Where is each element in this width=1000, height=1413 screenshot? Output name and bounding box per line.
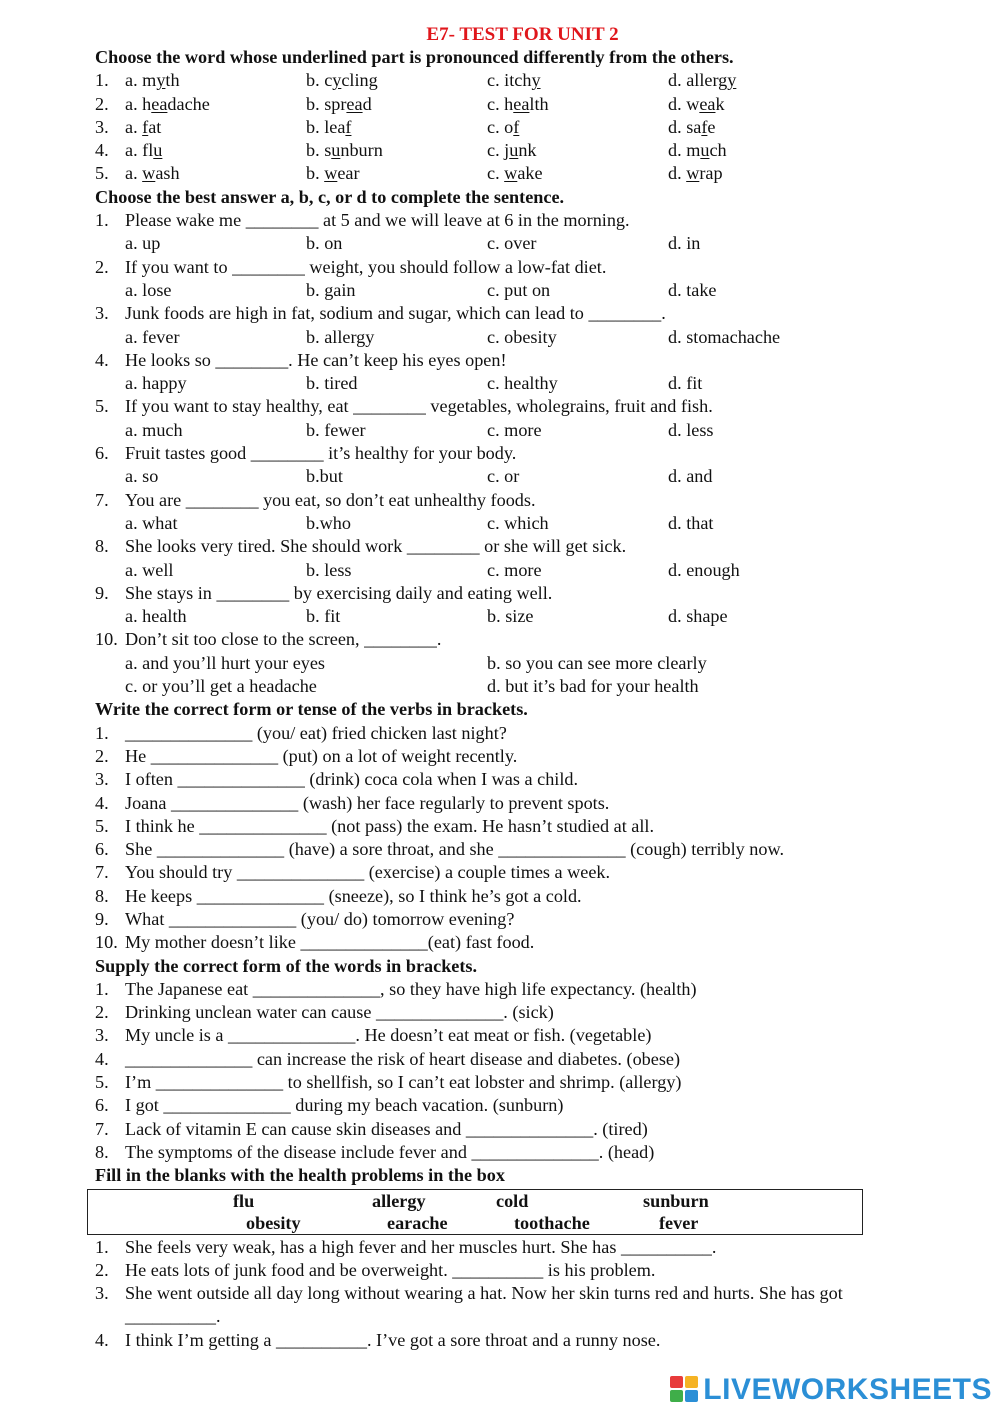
option[interactable]: c. more <box>487 419 542 440</box>
question-row <box>95 792 975 815</box>
question-row <box>95 1094 975 1117</box>
section-3-heading: Write the correct form or tense of the verbs in brackets. <box>95 699 528 720</box>
option-text-after: dache <box>167 93 210 114</box>
worksheet-title: E7- TEST FOR UNIT 2 <box>426 24 619 45</box>
question-number: 3. <box>95 116 109 137</box>
underlined-part: ea <box>346 93 363 114</box>
option-text-before: b. lea <box>306 116 346 137</box>
question-row <box>95 582 975 605</box>
option-text-before: d. <box>668 163 687 184</box>
option-text-before: a. h <box>125 93 152 114</box>
options-row <box>95 419 975 442</box>
option[interactable] <box>306 116 351 139</box>
option[interactable] <box>306 93 372 116</box>
question-row <box>95 1305 975 1328</box>
option-text-after: ch <box>709 140 727 161</box>
question-text: If you want to ________ weight, you should follow a low-fat diet. <box>125 256 607 277</box>
option[interactable]: b. tired <box>306 373 358 394</box>
question-row <box>95 768 975 791</box>
option-text-after: nk <box>518 140 537 161</box>
question-row <box>95 209 975 232</box>
question-text[interactable]: She went outside all day long without wearing a hat. Now her skin turns red and hurts. She has got <box>125 1283 843 1304</box>
question-number: 6. <box>95 443 109 464</box>
option[interactable]: b. allergy <box>306 326 375 347</box>
question-row <box>95 139 975 162</box>
question-row <box>95 535 975 558</box>
section-5-heading: Fill in the blanks with the health problems in the box <box>95 1165 505 1186</box>
option-text-before: a. fl <box>125 140 154 161</box>
question-text[interactable]: __________. <box>125 1306 221 1327</box>
option[interactable]: b. size <box>487 606 534 627</box>
question-number: 7. <box>95 489 109 510</box>
question-text: She looks very tired. She should work ________ or she will get sick. <box>125 536 627 557</box>
question-text: Fruit tastes good ________ it’s healthy for your body. <box>125 443 517 464</box>
section-4-heading: Supply the correct form of the words in brackets. <box>95 955 478 976</box>
option-text-before: c. o <box>487 116 514 137</box>
option[interactable]: a. fever <box>125 326 180 347</box>
question-text[interactable]: He keeps ______________ (sneeze), so I think he’s got a cold. <box>125 885 582 906</box>
option-text-before: c. itch <box>487 70 532 91</box>
option[interactable] <box>487 162 543 185</box>
option[interactable] <box>668 116 715 139</box>
option[interactable]: d. shape <box>668 606 728 627</box>
question-number: 9. <box>95 582 109 603</box>
question-row <box>95 1024 975 1047</box>
option-text-before: a. m <box>125 70 157 91</box>
option[interactable] <box>668 69 736 92</box>
underlined-part: w <box>686 163 700 184</box>
word-box-item: flu <box>233 1190 255 1211</box>
question-number: 5. <box>95 1072 109 1093</box>
option-text-after: th <box>165 70 180 91</box>
option[interactable]: c. which <box>487 512 549 533</box>
question-row <box>95 745 975 768</box>
option-text-before: c. h <box>487 93 514 114</box>
option[interactable]: d. stomachache <box>668 326 781 347</box>
question-number: 5. <box>95 815 109 836</box>
question-text[interactable]: She feels very weak, has a high fever and her muscles hurt. She has __________. <box>125 1236 717 1257</box>
question-row <box>95 302 975 325</box>
logo-tile <box>685 1376 698 1388</box>
underlined-part: y <box>156 70 166 91</box>
underlined-part: f <box>701 116 708 137</box>
option[interactable]: c. or you’ll get a headache <box>125 676 317 697</box>
underlined-part: y <box>727 70 737 91</box>
question-text: She stays in ________ by exercising daily and eating well. <box>125 582 553 603</box>
underlined-part: u <box>700 140 710 161</box>
question-text[interactable]: My mother doesn’t like ______________(eat) fast food. <box>125 932 535 953</box>
question-text[interactable]: He eats lots of junk food and be overweight. __________ is his problem. <box>125 1259 656 1280</box>
question-text[interactable]: I got ______________ during my beach vacation. (sunburn) <box>125 1095 564 1116</box>
question-text[interactable]: The Japanese eat ______________, so they have high life expectancy. (health) <box>125 978 697 999</box>
option[interactable]: d. but it’s bad for your health <box>487 676 699 697</box>
question-number: 2. <box>95 93 109 114</box>
option[interactable]: d. fit <box>668 373 703 394</box>
underlined-part: y <box>332 70 342 91</box>
question-row <box>95 1259 975 1282</box>
question-row <box>95 442 975 465</box>
word-box-item: obesity <box>246 1212 301 1233</box>
question-text[interactable]: I think I’m getting a __________. I’ve got a sore throat and a runny nose. <box>125 1329 661 1350</box>
logo-text: LIVEWORKSHEETS <box>703 1373 992 1406</box>
option[interactable] <box>668 139 727 162</box>
option[interactable]: a. much <box>125 419 183 440</box>
option[interactable] <box>125 139 162 162</box>
question-number: 4. <box>95 349 109 370</box>
question-number: 5. <box>95 396 109 417</box>
option-text-before: b. s <box>306 140 332 161</box>
options-row <box>95 675 975 698</box>
underlined-part: ea <box>699 93 716 114</box>
question-number: 1. <box>95 722 109 743</box>
options-row <box>95 652 975 675</box>
question-text[interactable]: She ______________ (have) a sore throat, and she ______________ (cough) terribly now. <box>125 839 784 860</box>
underlined-part: w <box>504 163 518 184</box>
options-row <box>95 326 975 349</box>
question-number: 7. <box>95 1118 109 1139</box>
word-box-item: allergy <box>372 1190 426 1211</box>
option[interactable]: b. so you can see more clearly <box>487 652 707 673</box>
question-row <box>95 861 975 884</box>
question-number: 10. <box>95 932 118 953</box>
option[interactable] <box>125 116 161 139</box>
option[interactable]: a. happy <box>125 373 187 394</box>
underlined-part: f <box>345 116 352 137</box>
underlined-part: u <box>509 140 519 161</box>
question-text[interactable]: The symptoms of the disease include fever and ______________. (head) <box>125 1141 655 1162</box>
question-row <box>95 1236 975 1259</box>
question-number: 4. <box>95 140 109 161</box>
option[interactable] <box>668 162 723 185</box>
option-text-after: ake <box>517 163 543 184</box>
option[interactable]: c. over <box>487 233 537 254</box>
underlined-part: y <box>531 70 541 91</box>
option[interactable] <box>125 69 180 92</box>
question-number: 8. <box>95 885 109 906</box>
option[interactable] <box>668 93 725 116</box>
question-number: 2. <box>95 745 109 766</box>
logo-tiles-icon <box>670 1376 700 1404</box>
option[interactable] <box>487 69 541 92</box>
question-row <box>95 815 975 838</box>
question-row <box>95 931 975 954</box>
option-text-before: b. c <box>306 70 333 91</box>
option[interactable] <box>487 116 519 139</box>
question-row <box>95 69 975 92</box>
option-text-after: ear <box>337 163 360 184</box>
question-row <box>95 885 975 908</box>
section-1-items <box>95 69 975 185</box>
question-number: 3. <box>95 769 109 790</box>
option[interactable]: c. obesity <box>487 326 557 347</box>
question-number: 2. <box>95 1002 109 1023</box>
option-text-before: c. j <box>487 140 510 161</box>
logo-tile <box>685 1390 698 1402</box>
option[interactable] <box>306 162 360 185</box>
option[interactable]: b. less <box>306 559 352 580</box>
option[interactable]: b. gain <box>306 279 356 300</box>
word-box-item: sunburn <box>643 1190 709 1211</box>
option[interactable]: c. or <box>487 466 520 487</box>
options-row <box>95 605 975 628</box>
options-row <box>95 512 975 535</box>
option[interactable] <box>306 69 378 92</box>
underlined-part: f <box>142 116 149 137</box>
option[interactable]: c. healthy <box>487 373 558 394</box>
underlined-part: u <box>331 140 341 161</box>
section-2-items <box>95 209 975 628</box>
section-3-items <box>95 722 975 955</box>
question-number: 6. <box>95 839 109 860</box>
option-text-after: k <box>715 93 725 114</box>
question-number: 3. <box>95 1025 109 1046</box>
word-box-item: fever <box>659 1212 699 1233</box>
question-text[interactable]: ______________ (you/ eat) fried chicken last night? <box>125 722 507 743</box>
option[interactable] <box>125 162 180 185</box>
option-text-before: b. <box>306 163 325 184</box>
question-text[interactable]: I think he ______________ (not pass) the exam. He hasn’t studied at all. <box>125 815 655 836</box>
question-text: You are ________ you eat, so don’t eat unhealthy foods. <box>125 489 536 510</box>
option[interactable] <box>487 139 537 162</box>
word-box <box>87 1189 863 1235</box>
option[interactable]: b.who <box>306 512 351 533</box>
question-text: He looks so ________. He can’t keep his eyes open! <box>125 349 507 370</box>
worksheet-content <box>95 46 975 1352</box>
question-number: 3. <box>95 303 109 324</box>
question-number: 5. <box>95 163 109 184</box>
question-row <box>95 1071 975 1094</box>
option[interactable]: d. in <box>668 233 701 254</box>
question-text[interactable]: Lack of vitamin E can cause skin diseases and ______________. (tired) <box>125 1118 648 1139</box>
question-number: 1. <box>95 210 109 231</box>
word-box-item: earache <box>387 1212 448 1233</box>
question-text: Junk foods are high in fat, sodium and sugar, which can lead to ________. <box>125 303 666 324</box>
options-row <box>95 279 975 302</box>
question-row <box>95 395 975 418</box>
section-1-heading: Choose the word whose underlined part is pronounced differently from the others. <box>95 47 734 67</box>
question-row <box>95 349 975 372</box>
question-row <box>95 722 975 745</box>
question-number: 4. <box>95 1329 109 1350</box>
question-row <box>95 256 975 279</box>
option[interactable]: a. lose <box>125 279 172 300</box>
section-5-items <box>95 1236 975 1352</box>
option-text-after: ash <box>155 163 180 184</box>
option-text-after: lth <box>529 93 549 114</box>
question-row <box>95 1048 975 1071</box>
option[interactable] <box>125 93 210 116</box>
liveworksheets-logo <box>670 1373 992 1407</box>
option[interactable]: a. and you’ll hurt your eyes <box>125 652 326 673</box>
question-row <box>95 978 975 1001</box>
option-text-before: d. w <box>668 93 700 114</box>
question-text[interactable]: You should try ______________ (exercise) a couple times a week. <box>125 862 611 883</box>
option-text-before: d. allerg <box>668 70 728 91</box>
question-number: 2. <box>95 256 109 277</box>
question-row <box>95 489 975 512</box>
option-text-after: rap <box>699 163 723 184</box>
question-number: 1. <box>95 1236 109 1257</box>
question-number: 6. <box>95 1095 109 1116</box>
underlined-part: u <box>153 140 163 161</box>
question-text[interactable]: My uncle is a ______________. He doesn’t eat meat or fish. (vegetable) <box>125 1025 652 1046</box>
question-text[interactable]: What ______________ (you/ do) tomorrow evening? <box>125 908 515 929</box>
question-number: 10. <box>95 629 118 650</box>
question-row <box>95 838 975 861</box>
option-text-after: e <box>707 116 716 137</box>
question-row <box>95 1001 975 1024</box>
question-number: 2. <box>95 1259 109 1280</box>
option-text-before: b. spr <box>306 93 347 114</box>
question-number: 8. <box>95 536 109 557</box>
word-box-item: cold <box>496 1190 529 1211</box>
question-text[interactable]: I often ______________ (drink) coca cola when I was a child. <box>125 769 579 790</box>
option[interactable]: d. less <box>668 419 714 440</box>
question-text[interactable]: Joana ______________ (wash) her face regularly to prevent spots. <box>125 792 610 813</box>
option-text-after: d <box>362 93 372 114</box>
option[interactable]: c. more <box>487 559 542 580</box>
question-row <box>95 116 975 139</box>
underlined-part: w <box>142 163 156 184</box>
logo-tile <box>670 1390 683 1402</box>
option[interactable]: a. well <box>125 559 174 580</box>
options-row <box>95 232 975 255</box>
question-text[interactable]: ______________ can increase the risk of heart disease and diabetes. (obese) <box>125 1048 681 1069</box>
option-text-before: a. <box>125 116 143 137</box>
question-number: 8. <box>95 1141 109 1162</box>
option[interactable] <box>487 93 549 116</box>
option-text-after: at <box>148 116 162 137</box>
option[interactable]: a. what <box>125 512 178 533</box>
option[interactable]: b. fit <box>306 606 341 627</box>
option[interactable]: b. fewer <box>306 419 366 440</box>
underlined-part: ea <box>513 93 530 114</box>
question-row <box>95 162 975 185</box>
option[interactable]: a. up <box>125 233 161 254</box>
question-text: If you want to stay healthy, eat ________ vegetables, wholegrains, fruit and fish. <box>125 396 713 417</box>
underlined-part: f <box>513 116 520 137</box>
question-text[interactable]: He ______________ (put) on a lot of weight recently. <box>125 745 518 766</box>
logo-tile <box>670 1376 683 1388</box>
question-row <box>95 628 975 651</box>
question-text[interactable]: Drinking unclean water can cause ______________. (sick) <box>125 1002 554 1023</box>
question-number: 3. <box>95 1283 109 1304</box>
option-text-after: cling <box>341 70 378 91</box>
option[interactable]: a. health <box>125 606 187 627</box>
option-text-after: nburn <box>340 140 383 161</box>
underlined-part: w <box>324 163 338 184</box>
question-text: Don’t sit too close to the screen, ________. <box>125 629 442 650</box>
section-4-items <box>95 978 975 1164</box>
option[interactable]: d. that <box>668 512 714 533</box>
question-row <box>95 1282 975 1305</box>
question-number: 1. <box>95 978 109 999</box>
option[interactable]: a. so <box>125 466 159 487</box>
option-text-before: a. <box>125 163 143 184</box>
question-row <box>95 1118 975 1141</box>
options-row <box>95 372 975 395</box>
question-row <box>95 1329 975 1352</box>
question-number: 1. <box>95 70 109 91</box>
option[interactable]: b. on <box>306 233 343 254</box>
question-text: Please wake me ________ at 5 and we will leave at 6 in the morning. <box>125 210 630 231</box>
section-2-heading: Choose the best answer a, b, c, or d to complete the sentence. <box>95 186 565 207</box>
option-text-before: d. sa <box>668 116 702 137</box>
options-row <box>95 465 975 488</box>
question-number: 7. <box>95 862 109 883</box>
options-row <box>95 559 975 582</box>
question-row <box>95 908 975 931</box>
question-row <box>95 93 975 116</box>
option[interactable]: c. put on <box>487 279 551 300</box>
option-text-before: c. <box>487 163 505 184</box>
question-row <box>95 1141 975 1164</box>
option-text-before: d. m <box>668 140 701 161</box>
question-number: 4. <box>95 792 109 813</box>
option[interactable]: d. take <box>668 279 717 300</box>
underlined-part: ea <box>151 93 168 114</box>
option[interactable]: b.but <box>306 466 343 487</box>
question-number: 9. <box>95 908 109 929</box>
option[interactable] <box>306 139 383 162</box>
question-number: 4. <box>95 1048 109 1069</box>
option[interactable]: d. enough <box>668 559 740 580</box>
word-box-item: toothache <box>514 1212 590 1233</box>
option[interactable]: d. and <box>668 466 713 487</box>
question-text[interactable]: I’m ______________ to shellfish, so I can’t eat lobster and shrimp. (allergy) <box>125 1072 682 1093</box>
